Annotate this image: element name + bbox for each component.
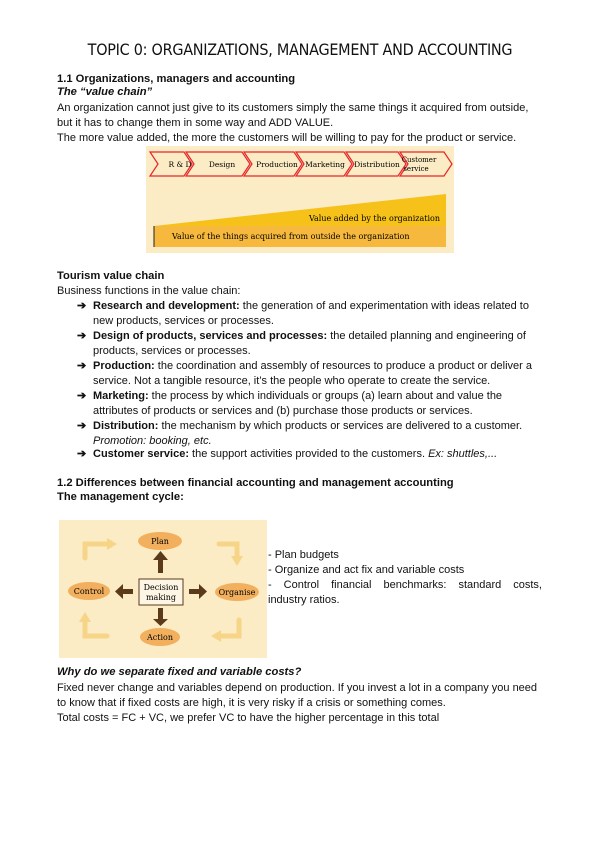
list-item: Research and development: the generation of and experimentation with ideas related to new products, services or processes. — [93, 300, 529, 327]
arrow-bullet-icon: ➔ — [77, 330, 87, 342]
chain-step-rd: R & D — [168, 160, 192, 169]
value-chain-subheading: The “value chain” — [57, 86, 153, 98]
list-item: Marketing: the process by which individuals or groups (a) learn about and value the attributes of products or services and (b) purchase those products or services. — [93, 390, 503, 417]
chain-step-distribution: Distribution — [354, 160, 400, 169]
control-label: Control — [73, 587, 105, 596]
arrow-bullet-icon: ➔ — [77, 300, 87, 312]
value-acquired-label: Value of the things acquired from outside the organization — [172, 232, 410, 241]
tourism-heading: Tourism value chain — [57, 270, 165, 282]
value-added-label: Value added by the organization — [308, 214, 440, 223]
action-label: Action — [147, 633, 173, 642]
chain-step-customer: Customer — [401, 156, 437, 164]
making-label: making — [145, 593, 177, 602]
arrow-bullet-icon: ➔ — [77, 360, 87, 372]
list-item: Production: the coordination and assembly of resources to produce a product or deliver a service. Not a tangible resource, it’s the people who operate to create the service. — [93, 360, 532, 387]
plan-label: Plan — [151, 537, 169, 546]
list-item: Distribution: the mechanism by which products or services are delivered to a customer. Promotion: booking, etc. — [93, 420, 523, 447]
cycle-note: - Plan budgets — [268, 549, 339, 561]
organise-label: Organise — [218, 588, 256, 597]
arrow-bullet-icon: ➔ — [77, 448, 87, 460]
paragraph-line: to know that if fixed costs are high, it is very risky if a crisis or something comes. — [57, 697, 446, 709]
chain-step-service: service — [403, 165, 429, 173]
fixed-variable-heading: Why do we separate fixed and variable costs? — [57, 666, 302, 678]
cycle-note: - Organize and act fix and variable costs — [268, 564, 465, 576]
section-heading-1-2: 1.2 Differences between financial accounting and management accounting — [57, 477, 454, 489]
management-cycle-heading: The management cycle: — [57, 491, 184, 503]
paragraph-line: An organization cannot just give to its customers simply the same things it acquired from outside, — [57, 102, 529, 114]
decision-label: Decision — [143, 583, 179, 592]
section-heading-1-1: 1.1 Organizations, managers and accounting — [57, 73, 296, 85]
cycle-note: - Control financial benchmarks: standard costs, — [268, 579, 542, 591]
list-item: Customer service: the support activities provided to the customers. Ex: shuttles,... — [93, 448, 498, 460]
paragraph-line: but it has to change them in some way and ADD VALUE. — [57, 117, 334, 129]
value-chain-diagram — [146, 146, 454, 253]
chain-step-production: Production — [256, 160, 298, 169]
paragraph-line: The more value added, the more the customers will be willing to pay for the product or service. — [57, 132, 517, 144]
page-title: TOPIC 0: ORGANIZATIONS, MANAGEMENT AND ACCOUNTING — [87, 40, 513, 59]
management-cycle-diagram — [59, 520, 267, 658]
list-item: Design of products, services and processes: the detailed planning and engineering of products, services or processes. — [93, 330, 526, 357]
paragraph-line: Total costs = FC + VC, we prefer VC to have the higher percentage in this total — [57, 712, 440, 724]
chain-step-marketing: Marketing — [305, 160, 345, 169]
chain-step-design: Design — [208, 160, 236, 169]
cycle-note: industry ratios. — [268, 594, 340, 606]
arrow-bullet-icon: ➔ — [77, 420, 87, 432]
paragraph-line: Fixed never change and variables depend on production. If you invest a lot in a company you need — [57, 682, 538, 694]
tourism-intro: Business functions in the value chain: — [57, 285, 241, 297]
arrow-bullet-icon: ➔ — [77, 390, 87, 402]
